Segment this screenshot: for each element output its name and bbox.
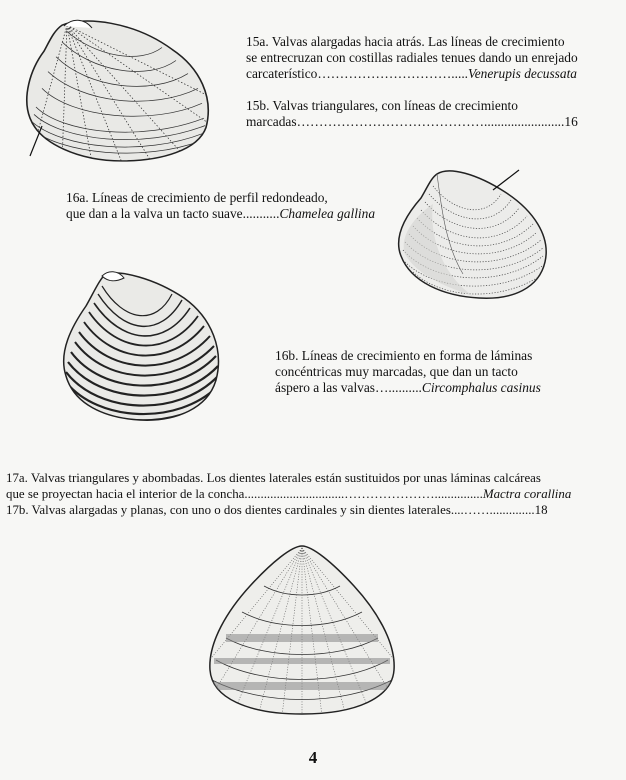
chamelea-shell-illustration: [393, 164, 553, 304]
entry-15a-line2: se entrecruzan con costillas radiales tenues dando un enrejado: [246, 50, 578, 65]
entry-15a-text: carcaterístico: [246, 66, 318, 81]
entry-17a-line1: 17a. Valvas triangulares y abombadas. Los dientes laterales están sustituidos por unas láminas calcáreas: [6, 471, 541, 485]
entry-15a-line1: 15a. Valvas alargadas hacia atrás. Las líneas de crecimiento: [246, 34, 565, 49]
entry-15b-text: marcadas: [246, 114, 297, 129]
entry-16a-line2: [66, 206, 375, 222]
entry-16b-line2: concéntricas muy marcadas, que dan un tacto: [275, 364, 518, 379]
leader-dots: ...............................…………………...............: [244, 487, 483, 501]
leader-dots: ……………………………………........................: [296, 114, 565, 129]
leader-dots: ………………………….....: [317, 66, 469, 81]
target-couplet-16: 16: [564, 114, 578, 129]
entry-17a-line2: [6, 486, 571, 502]
entry-17b-text: 17b. Valvas alargadas y planas, con uno o dos dientes cardinales y sin dientes laterales: [6, 503, 451, 517]
entry-17: [6, 470, 571, 518]
entry-16a-text: que dan a la valva un tacto suave: [66, 206, 243, 221]
species-circomphalus-casinus: Circomphalus casinus: [421, 380, 541, 395]
leader-dots: ...........: [242, 206, 280, 221]
entry-16b-text: áspero a las valvas: [275, 380, 376, 395]
entry-16b-line3: [275, 380, 541, 396]
target-couplet-18: 18: [534, 503, 548, 517]
entry-16a-line1: 16a. Líneas de crecimiento de perfil redondeado,: [66, 190, 328, 205]
entry-15b-line2: [246, 114, 578, 130]
mactra-shell-illustration: [206, 542, 398, 716]
entry-15a-line3: [246, 66, 578, 82]
circomphalus-shell-illustration: [58, 268, 228, 426]
leader-dots: …..........: [375, 380, 422, 395]
entry-17a-text: que se proyectan hacia el interior de la concha: [6, 487, 245, 501]
entry-15b-line1: 15b. Valvas triangulares, con líneas de crecimiento: [246, 98, 518, 113]
leader-dots: ....……..............: [450, 503, 535, 517]
entry-17b-line1: [6, 502, 571, 518]
species-venerupis-decussata: Venerupis decussata: [468, 66, 577, 81]
species-mactra-corallina: Mactra corallina: [482, 487, 572, 501]
entry-16b: [275, 348, 541, 396]
entry-16b-line1: 16b. Líneas de crecimiento en forma de láminas: [275, 348, 533, 363]
species-chamelea-gallina: Chamelea gallina: [279, 206, 376, 221]
page-number: 4: [308, 748, 318, 767]
entry-15a: [246, 34, 578, 82]
entry-15b: [246, 98, 578, 130]
venerupis-shell-illustration: [22, 14, 222, 164]
entry-16a: [66, 190, 375, 222]
